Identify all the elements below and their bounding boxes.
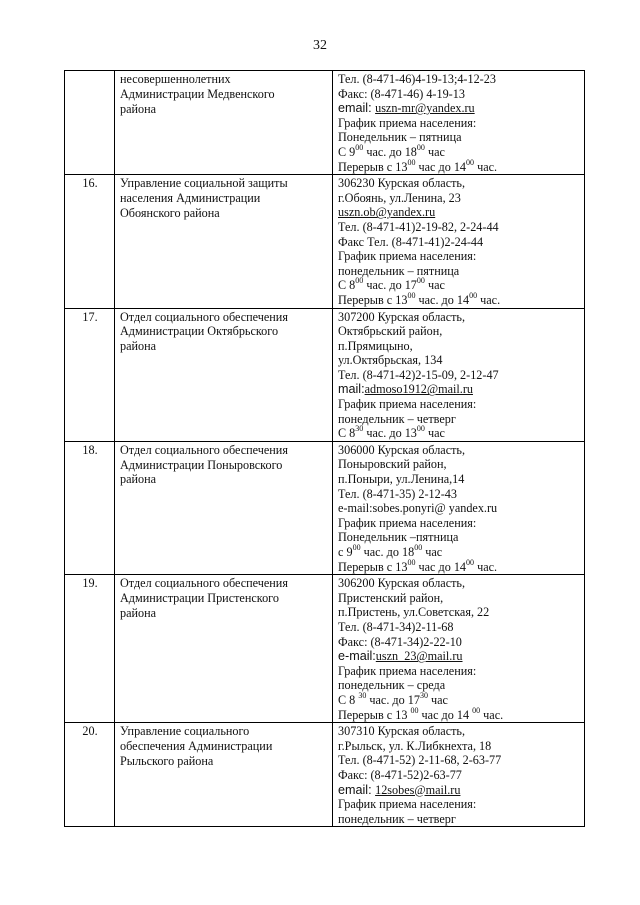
email-link[interactable]: admoso1912@mail.ru — [364, 382, 473, 397]
time-minutes: 00 — [416, 142, 425, 152]
contacts-table — [64, 70, 585, 827]
contact-info — [333, 308, 585, 441]
contact-line: Тел. (8-471-46)4-19-13;4-12-23 — [338, 72, 496, 86]
organization-name — [115, 723, 333, 827]
organization-name-line: Администрации Пристенского — [120, 590, 279, 605]
contact-line: График приема населения: — [338, 515, 477, 530]
organization-name-line: несовершеннолетних — [120, 72, 231, 86]
contact-line — [338, 101, 580, 116]
organization-name-line: района — [120, 101, 157, 116]
time-minutes: 00 — [355, 276, 364, 286]
email-link[interactable]: uszn.ob@yandex.ru — [338, 205, 436, 220]
time-minutes: 00 — [472, 705, 481, 715]
organization-name-line: района — [120, 339, 157, 354]
contact-line: График приема населения: — [338, 663, 477, 678]
row-number: 20. — [65, 723, 115, 827]
row-number — [65, 71, 115, 175]
contact-line: e-mail:sobes.ponyri@ yandex.ru — [338, 501, 498, 516]
organization-name-line: Отдел социального обеспечения — [120, 442, 288, 457]
organization-name-line: Управление социального — [120, 724, 250, 739]
row-number: 18. — [65, 441, 115, 574]
table-row — [65, 723, 585, 827]
page-number: 32 — [313, 38, 327, 53]
time-minutes: 30 — [358, 690, 367, 700]
organization-name — [115, 575, 333, 723]
contact-line: 307310 Курская область, — [338, 724, 466, 739]
contact-line — [338, 205, 580, 220]
contact-line: Факс: (8-471-52)2-63-77 — [338, 767, 462, 782]
contact-line: 306000 Курская область, — [338, 442, 466, 457]
time-minutes: 00 — [416, 424, 425, 434]
email-label: email: — [338, 782, 376, 797]
time-minutes: 00 — [466, 157, 475, 167]
organization-name-line: Управление социальной защиты — [120, 176, 288, 191]
contact-line: Тел. (8-471-42)2-15-09, 2-12-47 — [338, 367, 499, 382]
contact-line: С $8^{00}$ час. до $17^{00}$ час — [338, 276, 445, 293]
table-row — [65, 441, 585, 574]
time-minutes: 00 — [355, 142, 364, 152]
time-minutes: 00 — [352, 543, 361, 552]
row-number: 17. — [65, 308, 115, 441]
contact-line: Тел. (8-471-52) 2-11-68, 2-63-77 — [338, 753, 502, 768]
organization-name — [115, 71, 333, 175]
contact-info — [333, 71, 585, 175]
contact-line — [338, 783, 580, 798]
organization-name-line: района — [120, 472, 157, 487]
contact-line: Перерыв с $13^{00}$ час до $14^{00}$ час. — [338, 557, 498, 574]
time-minutes: 00 — [469, 290, 478, 300]
contact-line: График приема населения: — [338, 249, 477, 264]
email-label: mail: — [338, 382, 365, 397]
contact-line: Октябрьский район, — [338, 324, 443, 339]
time-minutes: 30 — [355, 424, 364, 434]
organization-name-line: населения Администрации — [120, 190, 261, 205]
contact-line: Факс Тел. (8-471-41)2-24-44 — [338, 234, 484, 249]
contact-line: Факс: (8-471-46) 4-19-13 — [338, 86, 465, 101]
contact-line: С $8^{30}$ час. до $13^{00}$ час — [338, 424, 445, 441]
row-number: 19. — [65, 575, 115, 723]
time-minutes: 00 — [407, 157, 416, 167]
time-minutes: 00 — [414, 543, 423, 552]
organization-name-line: обеспечения Администрации — [120, 738, 273, 753]
contact-line: Пристенский район, — [338, 590, 444, 605]
organization-name-line: Администрации Поныровского — [120, 457, 283, 472]
time-minutes: 00 — [407, 290, 416, 300]
contact-line: Перерыв с $13^{00}$ час до $14^{00}$ час. — [338, 157, 498, 174]
contact-line: Перерыв с 13 $^{00}$ час до 14 $^{00}$ час. — [338, 705, 504, 722]
email-link[interactable]: uszn_23@mail.ru — [375, 649, 463, 664]
contact-info — [333, 575, 585, 723]
contact-line: ул.Октябрьская, 134 — [338, 353, 443, 368]
time-minutes: 00 — [416, 276, 425, 286]
contact-line — [338, 382, 580, 397]
contact-line: С 8 $^{30}$ час. до $17^{30}$ час — [338, 690, 448, 707]
contact-line: График приема населения: — [338, 115, 477, 130]
contact-line: График приема населения: — [338, 797, 477, 812]
contact-line: 306230 Курская область, — [338, 176, 466, 191]
contact-line: г.Рыльск, ул. К.Либкнехта, 18 — [338, 738, 492, 753]
row-number: 16. — [65, 175, 115, 308]
organization-name-line: Администрации Октябрьского — [120, 324, 279, 339]
contact-line: С $9^{00}$ час. до $18^{00}$ час — [338, 142, 445, 159]
organization-name-line: Отдел социального обеспечения — [120, 309, 288, 324]
contact-line: Поныровский район, — [338, 457, 447, 472]
contact-line: 306200 Курская область, — [338, 576, 466, 591]
contact-line: 307200 Курская область, — [338, 309, 466, 324]
organization-name-line: Обоянского района — [120, 205, 220, 220]
organization-name — [115, 441, 333, 574]
contact-line: понедельник – пятница — [338, 263, 460, 278]
organization-name-line: Рыльского района — [120, 753, 214, 768]
contact-line — [338, 649, 580, 664]
organization-name-line: Администрации Медвенского — [120, 86, 275, 101]
contact-line: п.Прямицыно, — [338, 338, 413, 353]
table-row — [65, 175, 585, 308]
organization-name — [115, 308, 333, 441]
contact-line: понедельник – среда — [338, 678, 446, 693]
time-minutes: 00 — [410, 705, 419, 715]
organization-name-line: Отдел социального обеспечения — [120, 576, 288, 591]
contact-line: г.Обоянь, ул.Ленина, 23 — [338, 190, 461, 205]
email-label: e-mail: — [338, 649, 376, 664]
email-label: email: — [338, 101, 376, 116]
contact-line: Понедельник –пятница — [338, 530, 459, 545]
contact-info — [333, 723, 585, 827]
contact-info — [333, 175, 585, 308]
contact-line: понедельник – четверг — [338, 811, 456, 826]
contact-line: Тел. (8-471-41)2-19-82, 2-24-44 — [338, 219, 499, 234]
time-minutes: 30 — [419, 690, 428, 700]
table-row — [65, 71, 585, 175]
contact-line: п.Пристень, ул.Советская, 22 — [338, 605, 490, 620]
table-row — [65, 575, 585, 723]
organization-name — [115, 175, 333, 308]
table-row — [65, 308, 585, 441]
contact-line: п.Поныри, ул.Ленина,14 — [338, 472, 465, 487]
email-link[interactable]: 12sobes@mail.ru — [375, 782, 461, 797]
contact-line: График приема населения: — [338, 397, 477, 412]
contact-line: Тел. (8-471-35) 2-12-43 — [338, 486, 457, 501]
contact-line: Понедельник – пятница — [338, 130, 462, 145]
contact-line: с $9^{00}$ час. до $18^{00}$ час — [338, 543, 443, 559]
contact-info — [333, 441, 585, 574]
email-link[interactable]: uszn-mr@yandex.ru — [375, 101, 475, 116]
time-minutes: 00 — [466, 557, 475, 567]
contact-line: понедельник – четверг — [338, 411, 456, 426]
contact-line: Факс: (8-471-34)2-22-10 — [338, 634, 462, 649]
contact-line: Тел. (8-471-34)2-11-68 — [338, 619, 454, 634]
time-minutes: 00 — [407, 557, 416, 567]
organization-name-line: района — [120, 605, 157, 620]
contact-line: Перерыв с $13^{00}$ час. до $14^{00}$ час. — [338, 290, 501, 307]
